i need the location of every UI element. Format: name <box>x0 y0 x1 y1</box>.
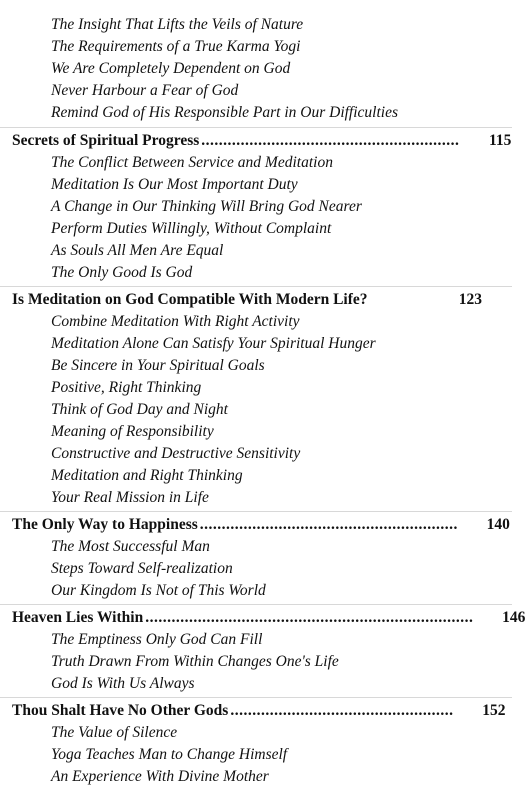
section-divider <box>0 127 512 128</box>
toc-entry: Meditation Is Our Most Important Duty <box>51 176 298 193</box>
toc-entry: Remind God of His Responsible Part in Our Difficulties <box>51 104 399 121</box>
chapter-title: Is Meditation on God Compatible With Modern Life? <box>12 291 368 308</box>
chapter-heading <box>12 130 512 152</box>
toc-entry: We Are Completely Dependent on God <box>51 60 291 77</box>
dot-leader: ........................................................... <box>199 516 458 533</box>
toc-entry: The Emptiness Only God Can Fill <box>51 631 263 648</box>
toc-entry: Meditation and Right Thinking <box>51 467 243 484</box>
chapter-title: Heaven Lies Within <box>12 609 144 626</box>
toc-entry: Perform Duties Willingly, Without Complaint <box>51 220 332 237</box>
toc-entry: A Change in Our Thinking Will Bring God Nearer <box>51 198 362 215</box>
toc-entry: The Most Successful Man <box>51 538 210 555</box>
dot-leader: ........................................................... <box>201 132 460 149</box>
toc-entry: Think of God Day and Night <box>51 401 228 418</box>
toc-entry: Never Harbour a Fear of God <box>51 82 239 99</box>
chapter-title: Thou Shalt Have No Other Gods <box>12 702 229 719</box>
dot-leader: ................................................... <box>230 702 454 719</box>
toc-entry: Be Sincere in Your Spiritual Goals <box>51 357 265 374</box>
section-divider <box>0 511 512 512</box>
page-number: 123 <box>458 291 482 308</box>
section-divider <box>0 286 512 287</box>
page-number: 152 <box>482 702 506 719</box>
toc-entry: Combine Meditation With Right Activity <box>51 313 300 330</box>
toc-entry: Meditation Alone Can Satisfy Your Spiritual Hunger <box>51 335 376 352</box>
chapter-title: Secrets of Spiritual Progress <box>12 132 200 149</box>
toc-entry: God Is With Us Always <box>51 675 195 692</box>
toc-entry: Meaning of Responsibility <box>51 423 214 440</box>
page-number: 140 <box>486 516 510 533</box>
toc-entry: The Only Good Is God <box>51 264 193 281</box>
page-number: 115 <box>489 132 512 149</box>
toc-entry: Truth Drawn From Within Changes One's Life <box>51 653 339 670</box>
toc-entry: Constructive and Destructive Sensitivity <box>51 445 301 462</box>
toc-entry: As Souls All Men Are Equal <box>51 242 224 259</box>
toc-entry: An Experience With Divine Mother <box>51 768 269 785</box>
toc-entry: Steps Toward Self-realization <box>51 560 233 577</box>
chapter-heading <box>12 700 506 722</box>
dot-leader: ........................................................................... <box>145 609 474 626</box>
chapter-title: The Only Way to Happiness <box>12 516 198 533</box>
chapter-heading <box>12 289 482 311</box>
toc-entry: Our Kingdom Is Not of This World <box>51 582 266 599</box>
chapter-heading <box>12 607 525 629</box>
toc-entry: Your Real Mission in Life <box>51 489 209 506</box>
toc-entry: Yoga Teaches Man to Change Himself <box>51 746 288 763</box>
chapter-heading <box>12 514 510 536</box>
toc-entry: The Requirements of a True Karma Yogi <box>51 38 301 55</box>
section-divider <box>0 604 512 605</box>
toc-entry: The Insight That Lifts the Veils of Nature <box>51 16 304 33</box>
page-number: 146 <box>502 609 525 626</box>
toc-entry: The Conflict Between Service and Meditation <box>51 154 333 171</box>
toc-entry: The Value of Silence <box>51 724 178 741</box>
section-divider <box>0 697 512 698</box>
toc-entry: Positive, Right Thinking <box>51 379 202 396</box>
